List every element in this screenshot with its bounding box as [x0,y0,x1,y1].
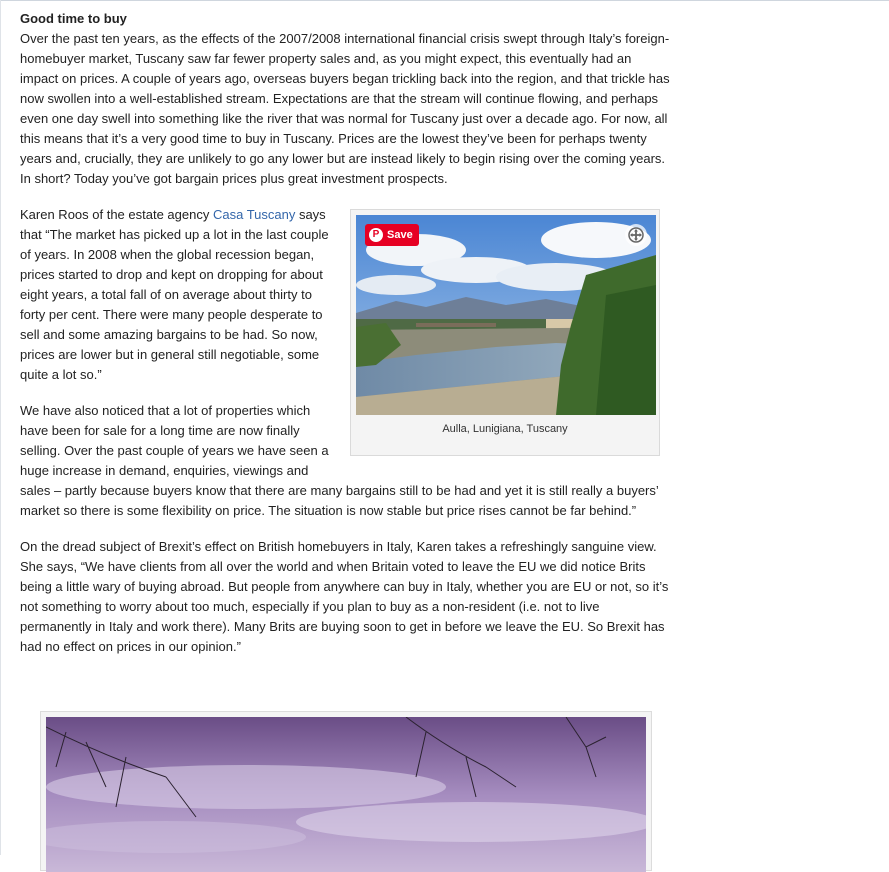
pinterest-icon: P [369,228,383,242]
casa-tuscany-link[interactable]: Casa Tuscany [212,207,296,222]
image-caption: Aulla, Lunigiana, Tuscany [442,423,568,435]
left-border [0,0,1,855]
article-body [20,9,670,673]
expand-icon [628,227,644,243]
quote-text: says that “The market has picked up a lot in the last couple of years. In 2008 when the global recession began, prices started to drop and kept on dropping for about eight years, a total fall of on average about thirty to forty per cent. There were many people desperate to sell and some amazing bargains to be had. So now, prices are lower but in general still negotiable, some quite a lot so.” [20,207,329,382]
quote-paragraph-2: We have also noticed that a lot of properties which have been for sale for a long time are now finally selling. Over the past couple of years we have seen a huge increase in demand, enquiries, viewings and sales – partly because buyers know that there are many bargains still to be had and yet it is still really a buyers’ market so there is some flexibility on price. The situation is now stable but price rises cannot be far behind.” [20,403,659,518]
second-image-figure [40,711,652,871]
sunset-photo[interactable] [46,717,646,872]
top-border [0,0,889,1]
brexit-paragraph: On the dread subject of Brexit’s effect on British homebuyers in Italy, Karen takes a refreshingly sanguine view. She says, “We have clients from all over the world and when Britain voted to leave the EU we did notice Brits being a little wary of buying abroad. But people from anywhere can buy in Italy, whether you are EU or not, so it’s not something to worry about too much, especially if you plan to buy as a non-resident (i.e. not to live permanently in Italy and work there). Many Brits are buying soon to get in before we leave the EU. So Brexit has had no effect on prices in our opinion.” [20,539,669,654]
pinterest-save-button[interactable] [365,224,419,246]
aulla-photo[interactable] [356,215,656,415]
section-heading: Good time to buy [20,11,127,26]
quote-prefix: Karen Roos of the estate agency [20,207,213,222]
image-figure [350,209,660,456]
expand-image-button[interactable] [625,224,647,246]
save-label: Save [387,229,413,241]
intro-paragraph: Over the past ten years, as the effects of the 2007/2008 international financial crisis swept through Italy’s foreign-homebuyer market, Tuscany saw far fewer property sales and, as you might expect, this eventually had an impact on prices. A couple of years ago, overseas buyers began trickling back into the region, and that trickle has now swollen into a well-established stream. Expectations are that the stream will continue flowing, and perhaps even one day swell into something like the river that was normal for Tuscany just over a decade ago. For now, all this means that it’s a very good time to buy in Tuscany. Prices are the lowest they’ve been for perhaps twenty years and, crucially, they are unlikely to go any lower but are instead likely to begin rising over the coming years. In short? Today you’ve got bargain prices plus great investment prospects. [20,31,670,186]
sunset-sky-image [46,717,646,872]
